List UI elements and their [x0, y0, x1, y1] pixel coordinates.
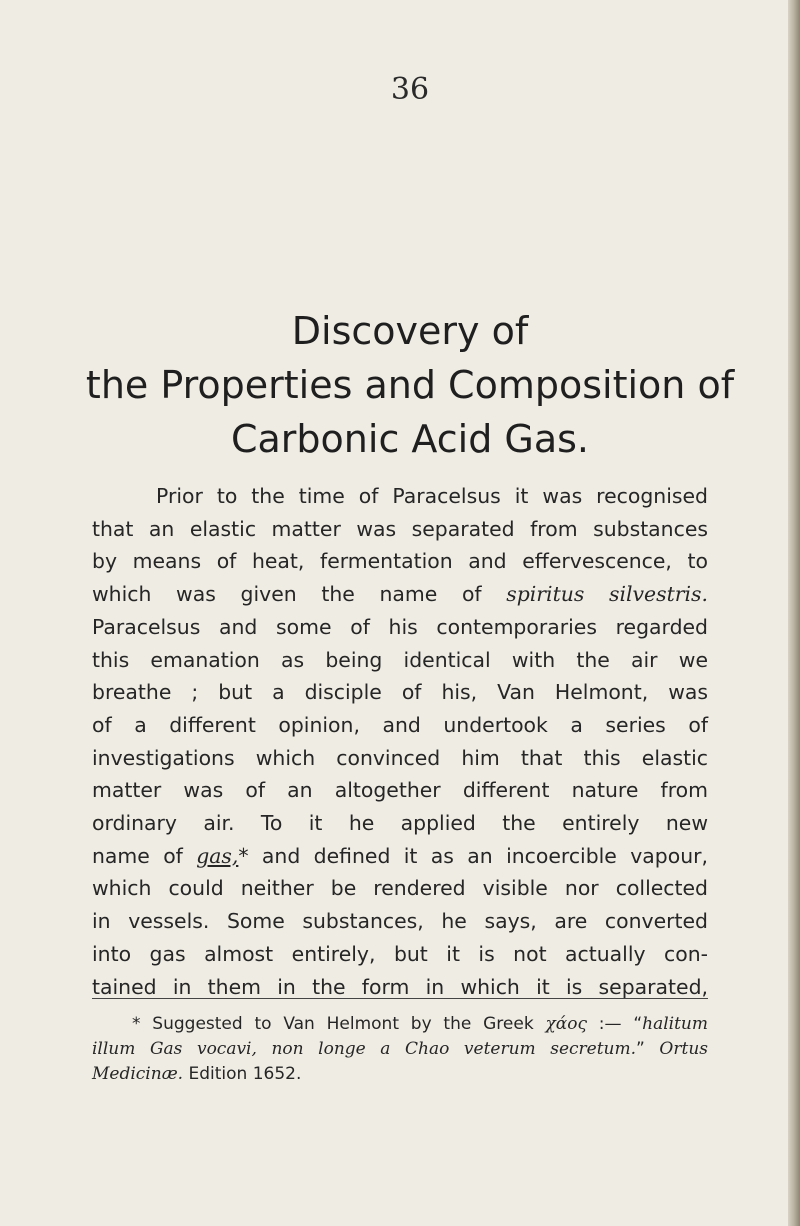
footnote-line [92, 1062, 708, 1087]
title-line-2: the Properties and Composition of [85, 363, 735, 407]
body-line [92, 578, 708, 611]
title-line-1: Discovery of [291, 309, 529, 353]
italic-term-gas: gas, [196, 843, 239, 868]
body-line: this emanation as being identical with the air we [92, 647, 708, 672]
book-title: Ortus [659, 1039, 708, 1059]
body-paragraph [92, 480, 708, 1003]
body-line: Prior to the time of Paracelsus it was recognised [156, 484, 708, 508]
body-line: matter was of an altogether different nature from [92, 778, 708, 803]
footnote-divider [92, 998, 708, 999]
body-line: which could neither be rendered visible nor collected [92, 876, 708, 901]
body-line: into gas almost entirely, but it is not actually con- [92, 941, 708, 966]
footnote-line [92, 1012, 708, 1037]
body-line: tained in them in the form in which it is separated, [92, 974, 708, 999]
footnote [92, 1012, 708, 1087]
body-line: of a different opinion, and undertook a series of [92, 712, 708, 737]
footnote-text-segment: Edition 1652. [183, 1064, 302, 1084]
body-line: breathe ; but a disciple of his, Van Helmont, was [92, 680, 708, 705]
body-line [92, 840, 708, 873]
greek-word: χάος [545, 1014, 588, 1034]
chapter-title [60, 304, 760, 466]
body-line: Paracelsus and some of his contemporaries regarded [92, 614, 708, 639]
body-text-segment: name of [92, 843, 197, 868]
body-line: that an elastic matter was separated from substances [92, 516, 708, 541]
footnote-text-segment: * Suggested to Van Helmont by the Greek [132, 1014, 546, 1034]
body-line: investigations which convinced him that this elastic [92, 745, 708, 770]
footnote-text-segment: :— “ [587, 1014, 643, 1034]
italic-term-spiritus-silvestris: spiritus silvestris. [506, 582, 708, 607]
page-number: 36 [390, 72, 430, 107]
body-text-segment: * and defined it as an incoercible vapour, [238, 843, 708, 868]
body-line: ordinary air. To it he applied the entirely new [92, 811, 708, 836]
latin-quote: halitum [642, 1014, 708, 1034]
body-line: by means of heat, fermentation and effervescence, to [92, 549, 708, 574]
page-edge-shadow [788, 0, 800, 1226]
footnote-text-segment: ” [636, 1039, 660, 1059]
title-line-3: Carbonic Acid Gas. [230, 417, 589, 461]
body-line: in vessels. Some substances, he says, are converted [92, 909, 708, 934]
footnote-line [92, 1037, 708, 1062]
body-text-segment: which was given the name of [92, 582, 507, 607]
book-title: Medicinæ. [92, 1064, 184, 1084]
latin-quote: illum Gas vocavi, non longe a Chao veterum secretum. [92, 1039, 637, 1059]
